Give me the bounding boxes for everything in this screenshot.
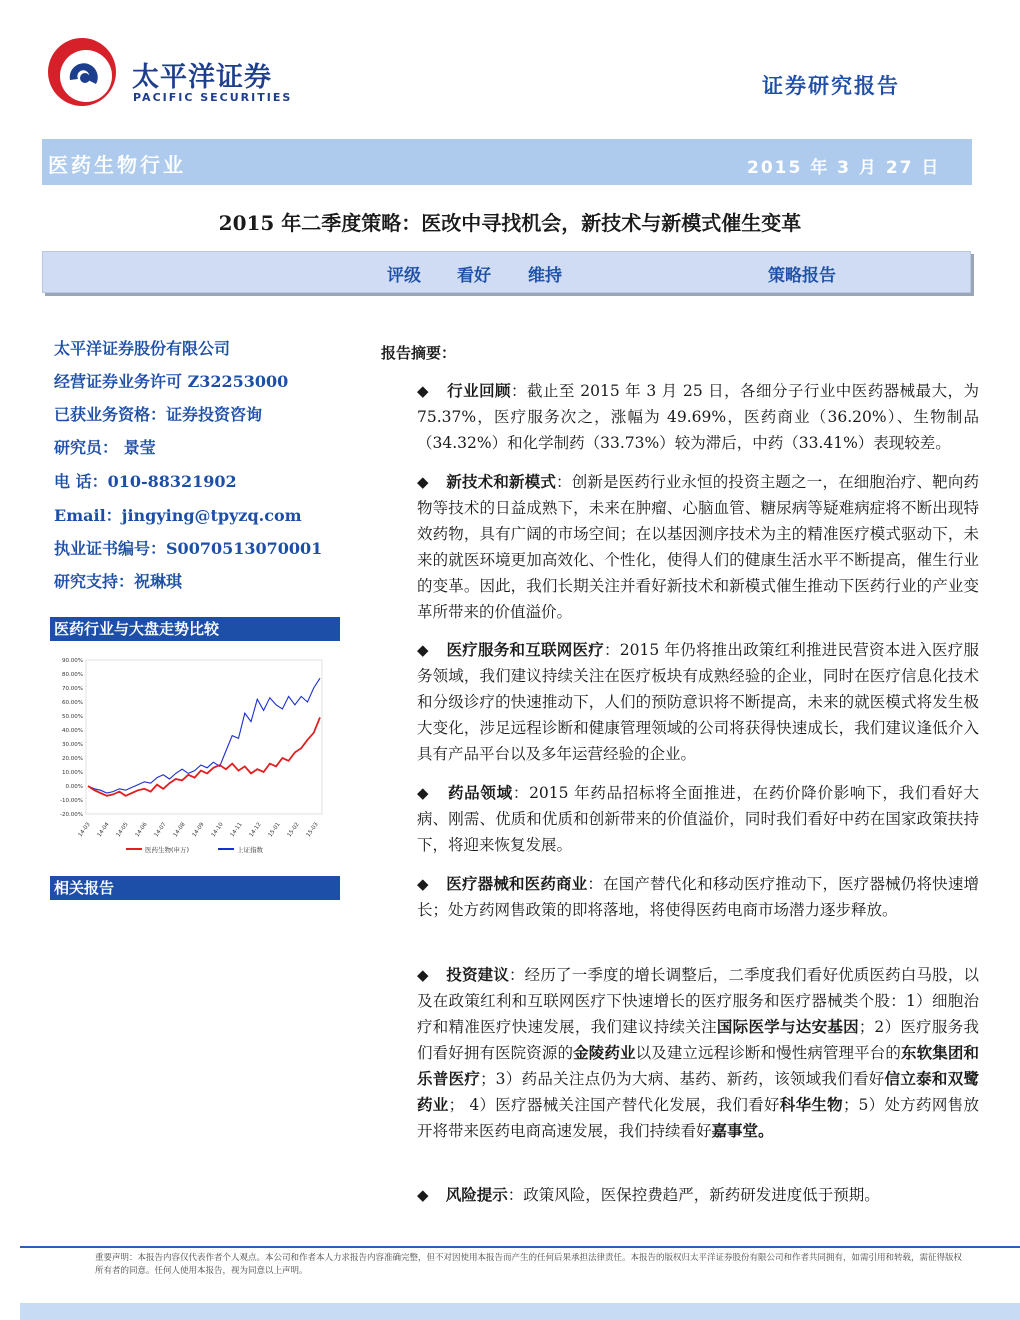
para-industry-review: ◆ 行业回顾：截止至 2015 年 3 月 25 日，各细分子行业中医药器械最大，为 75.37%，医疗服务次之，涨幅为 49.69%，医药商业（36.20%）、生物制品（34.32%）和化学制药（33.73%）较为滞后，中药（33.41%）表现较差。: [417, 378, 979, 456]
diamond-bullet-icon: ◆: [417, 875, 429, 893]
para-investment-advice: ◆ 投资建议：经历了一季度的增长调整后，二季度我们看好优质医药白马股，以及在政策红利和互联网医疗下快速增长的医疗服务和医疗器械类个股：1）细胞治疗和精准医疗快速发展，我们建议持续关注国际医学与达安基因；2）医疗服务我们看好拥有医院资源的金陵药业以及建立远程诊断和慢性病管理平台的东软集团和乐普医疗；3）药品关注点仍为大病、基药、新药，该领域我们看好信立泰和双鹭药业； 4）医疗器械关注国产替代化发展，我们看好科华生物；5）处方药网售放开将带来医药电商高速发展，我们持续看好嘉事堂。: [417, 962, 979, 1144]
rating-label: 评级: [387, 266, 421, 286]
y-tick-label: -10.00%: [60, 798, 83, 804]
x-tick-label: 14-05: [115, 821, 130, 839]
x-tick-label: 14-08: [172, 821, 187, 839]
phone-number: 电 话：010-88321902: [54, 472, 237, 491]
footer-divider: [20, 1246, 1020, 1248]
x-tick-label: 14-04: [96, 821, 111, 839]
diamond-bullet-icon: ◆: [417, 473, 429, 491]
y-tick-label: 40.00%: [62, 728, 83, 734]
pacific-securities-logo-icon: [40, 28, 124, 112]
brand-name-cn: 太平洋证券: [132, 62, 272, 93]
y-tick-label: 0.00%: [65, 784, 83, 790]
footer-bar: [20, 1303, 1020, 1320]
industry-vs-market-chart: [50, 650, 340, 862]
y-tick-label: 80.00%: [62, 672, 83, 678]
related-reports-header: 相关报告: [50, 876, 340, 900]
chart-grid: [86, 660, 322, 814]
industry-name: 医药生物行业: [48, 153, 186, 177]
para-risk: ◆ 风险提示：政策风险，医保控费趋严，新药研发进度低于预期。: [417, 1182, 979, 1208]
report-kind: 策略报告: [768, 266, 836, 286]
research-support: 研究支持：祝琳琪: [54, 572, 183, 591]
diamond-bullet-icon: ◆: [417, 966, 429, 984]
qualification: 已获业务资格：证券投资咨询: [54, 405, 263, 424]
chart-section-header: 医药行业与大盘走势比较: [50, 617, 340, 641]
para-medical-services: ◆ 医疗服务和互联网医疗：2015 年仍将推出政策红利推进民营资本进入医疗服务领域，我们建议持续关注在医疗板块有成熟经验的企业，同时在医疗信息化技术和分级诊疗的快速推动下，人们的预防意识将不断提高，未来的就医模式将发生极大变化，涉足远程诊断和健康管理领域的公司将获得快速成长，我们建议逢低介入具有产品平台以及多年运营经验的企业。: [417, 637, 979, 767]
email-address[interactable]: Email：jingying@tpyzq.com: [54, 506, 302, 525]
y-tick-label: 50.00%: [62, 714, 83, 720]
summary-heading: 报告摘要：: [381, 344, 457, 362]
y-tick-label: 90.00%: [62, 658, 83, 664]
chart-lines: [88, 678, 320, 796]
y-tick-label: 60.00%: [62, 700, 83, 706]
diamond-bullet-icon: ◆: [417, 1186, 429, 1204]
legend-label: 医药生物(申万): [145, 846, 190, 854]
x-tick-label: 15-03: [305, 821, 320, 839]
report-title: 2015 年二季度策略：医改中寻找机会，新技术与新模式催生变革: [218, 211, 802, 235]
x-tick-label: 14-03: [77, 821, 92, 839]
chart-x-ticks: [78, 821, 320, 838]
para-drugs: ◆ 药品领域：2015 年药品招标将全面推进，在药价降价影响下，我们看好大病、刚需、优质和优质和创新带来的价值溢价，同时我们看好中药在国家政策扶持下，将迎来恢复发展。: [417, 780, 979, 858]
para-devices-commerce: ◆ 医疗器械和医药商业：在国产替代化和移动医疗推动下，医疗器械仍将快速增长；处方药网售政策的即将落地，将使得医药电商市场潜力逐步释放。: [417, 871, 979, 923]
report-type-label: 证券研究报告: [762, 73, 900, 98]
chart-plot-area: [86, 660, 322, 814]
report-date: 2015 年 3 月 27 日: [747, 158, 941, 178]
certificate-number: 执业证书编号：S0070513070001: [54, 539, 323, 558]
analyst-name: 研究员： 景莹: [54, 438, 156, 457]
chart-y-ticks: [60, 658, 83, 818]
company-name: 太平洋证券股份有限公司: [54, 339, 231, 358]
x-tick-label: 15-02: [286, 821, 301, 839]
y-tick-label: 20.00%: [62, 756, 83, 762]
x-tick-label: 14-11: [229, 821, 244, 839]
x-tick-label: 14-10: [210, 821, 225, 839]
diamond-bullet-icon: ◆: [417, 382, 429, 400]
footer-disclaimer: 重要声明：本报告内容仅代表作者个人观点。本公司和作者本人力求报告内容准确完整，但不对因使用本报告而产生的任何后果承担法律责任。本报告的版权归太平洋证券股份有限公司和作者共同拥有，如需引用和转载，需征得版权所有者的同意。任何人使用本报告，视为同意以上声明。: [95, 1253, 963, 1276]
x-tick-label: 14-12: [248, 821, 263, 839]
x-tick-label: 15-01: [267, 821, 282, 839]
business-license: 经营证券业务许可 Z32253000: [54, 372, 289, 391]
y-tick-label: 10.00%: [62, 770, 83, 776]
series-line: [88, 717, 320, 795]
chart-legend: [126, 845, 264, 854]
x-tick-label: 14-06: [134, 821, 149, 839]
y-tick-label: -20.00%: [60, 812, 83, 818]
para-new-tech: ◆ 新技术和新模式：创新是医药行业永恒的投资主题之一，在细胞治疗、靶向药物等技术的日益成熟下，未来在肿瘤、心脑血管、糖尿病等疑难病症将不断出现特效药物，具有广阔的市场空间；在以基因测序技术为主的精准医疗模式驱动下，未来的就医环境更加高效化、个性化，使得人们的健康生活水平不断提高，催生行业的变革。因此，我们长期关注并看好新技术和新模式催生推动下医药行业的产业变革所带来的价值溢价。: [417, 469, 979, 625]
diamond-bullet-icon: ◆: [417, 784, 429, 802]
x-tick-label: 14-09: [191, 821, 206, 839]
y-tick-label: 70.00%: [62, 686, 83, 692]
x-tick-label: 14-07: [153, 821, 168, 839]
y-tick-label: 30.00%: [62, 742, 83, 748]
brand-name-en: PACIFIC SECURITIES: [133, 91, 293, 104]
rating-change: 维持: [528, 266, 562, 286]
legend-label: 上证指数: [237, 846, 263, 854]
diamond-bullet-icon: ◆: [417, 641, 429, 659]
rating-value: 看好: [457, 266, 491, 286]
series-line: [88, 678, 320, 793]
